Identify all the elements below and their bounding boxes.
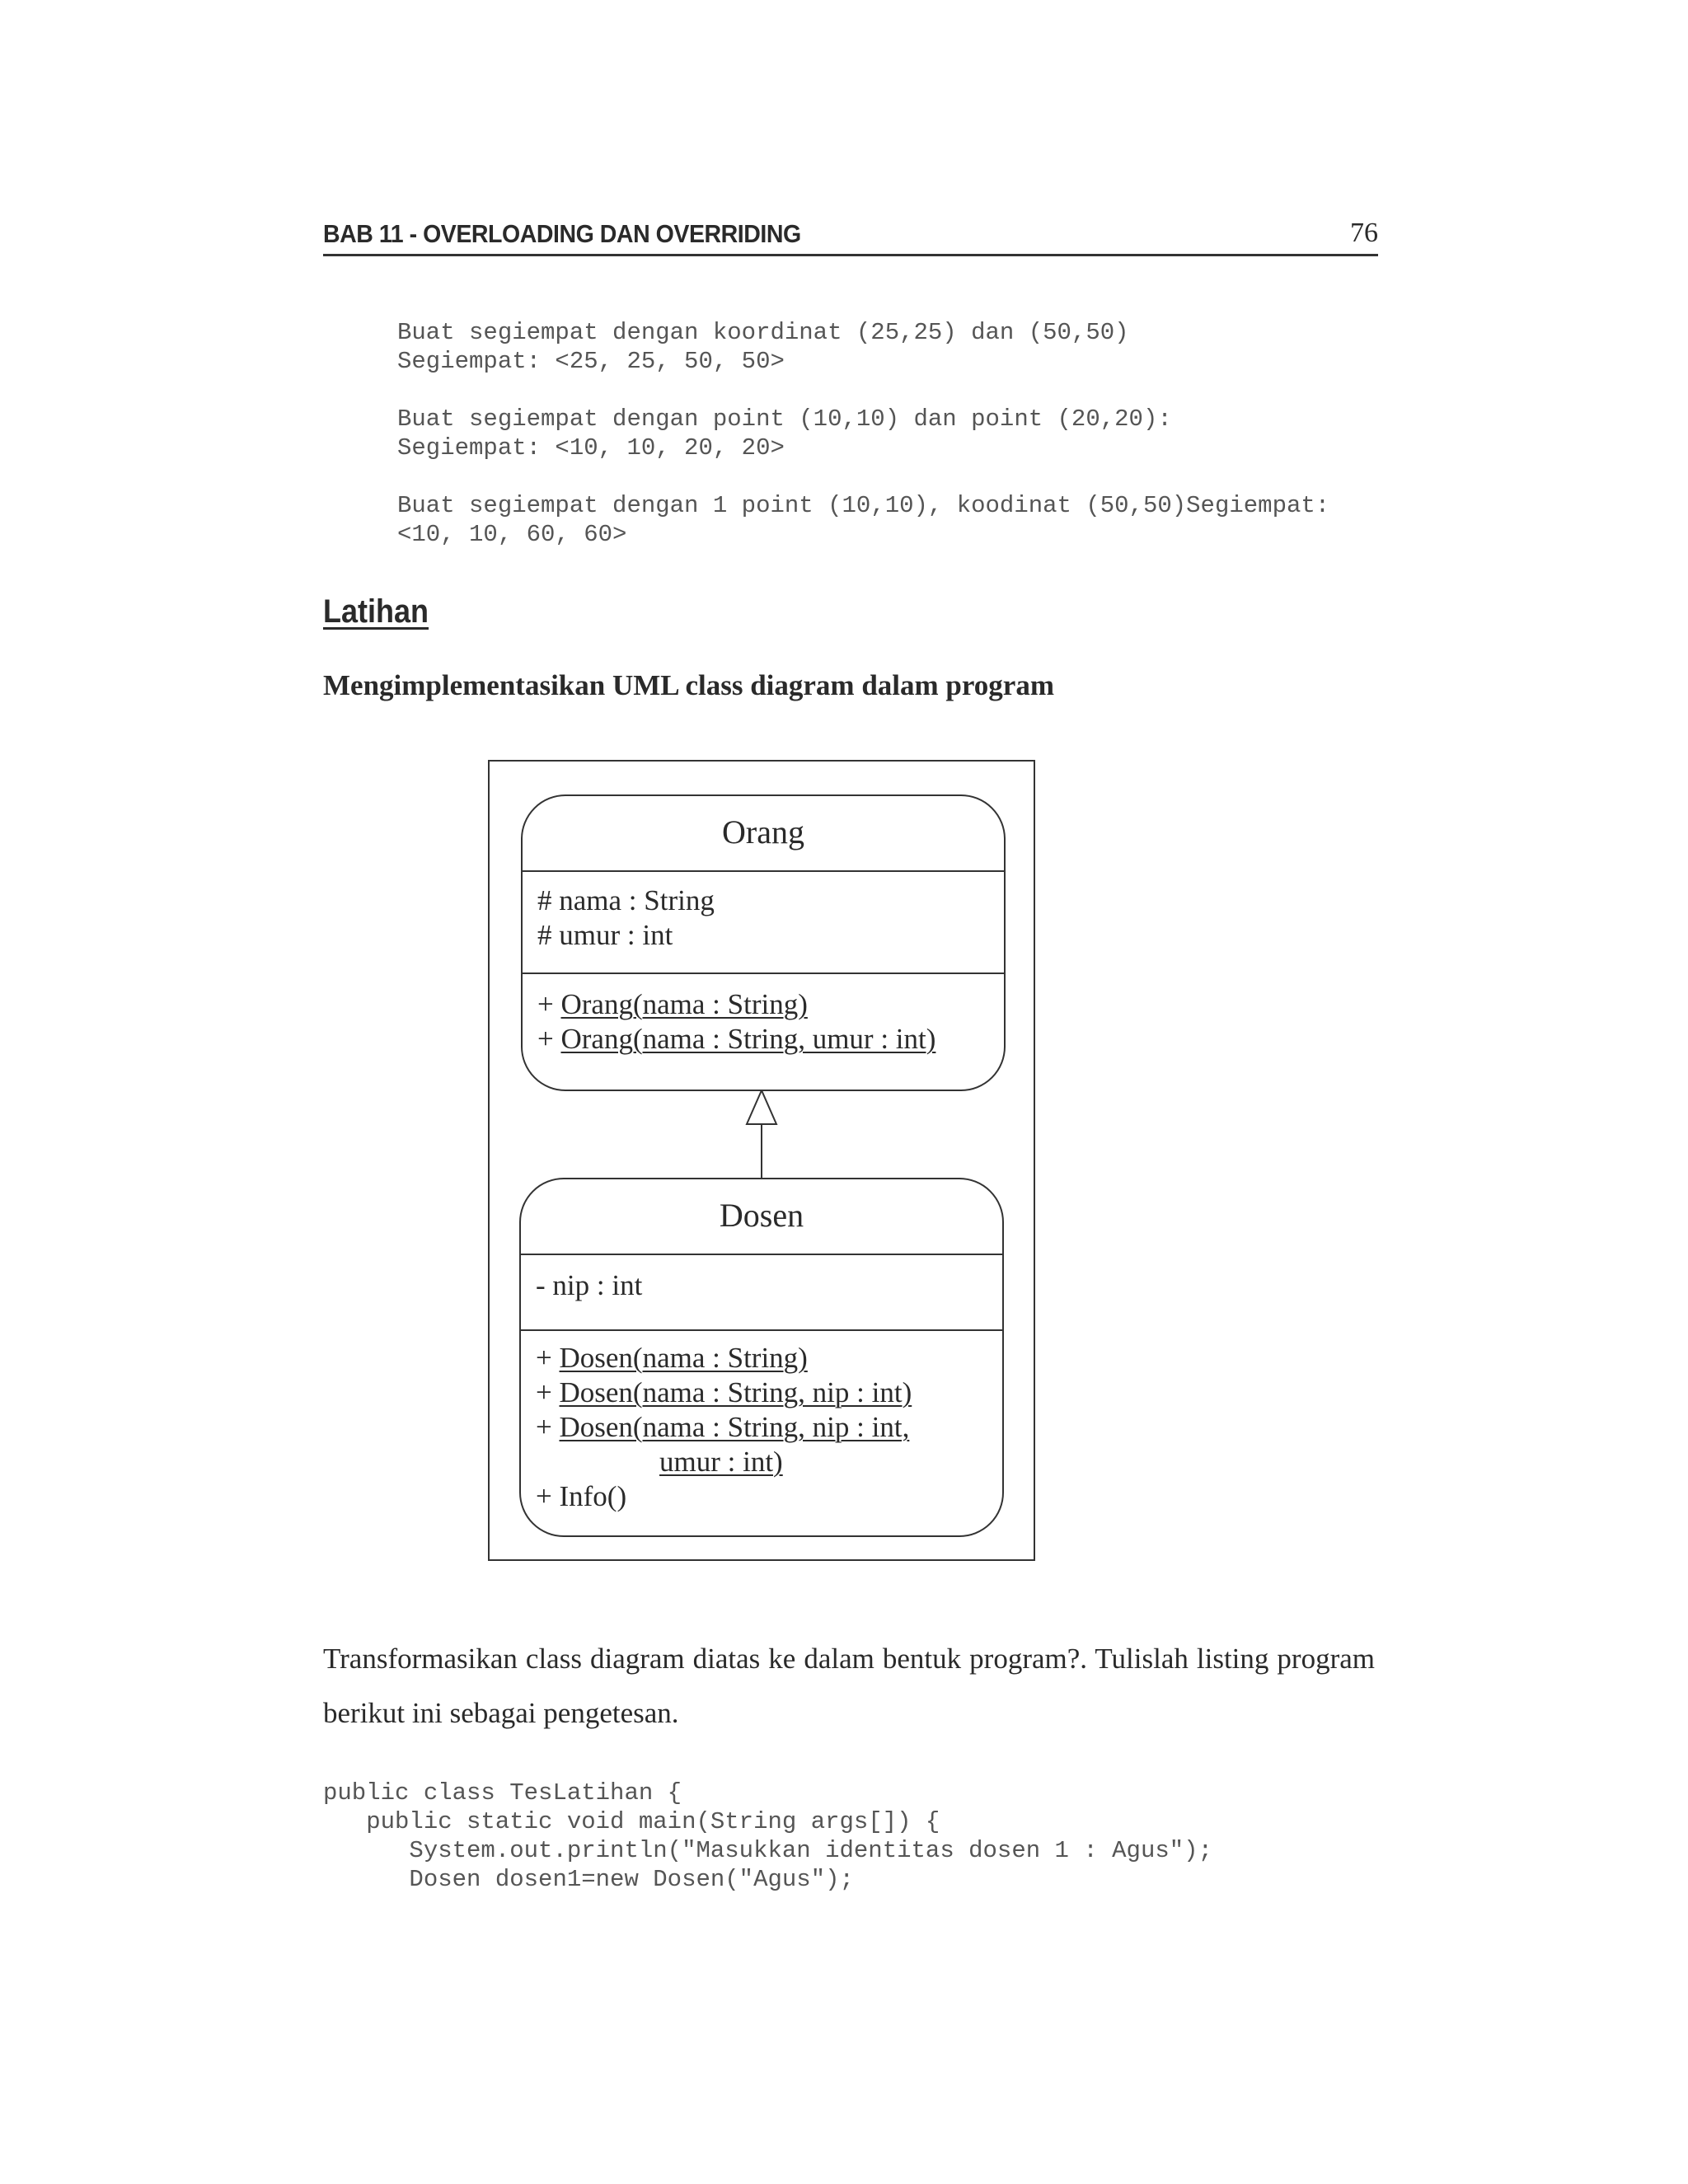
attribute: # umur : int [537, 919, 673, 951]
output-line: Segiempat: <10, 10, 20, 20> [397, 434, 785, 462]
attribute: - nip : int [536, 1269, 643, 1301]
method-visibility: + [537, 1023, 561, 1055]
output-line [397, 462, 1329, 491]
method-visibility: + [537, 988, 561, 1020]
class-divider [521, 1254, 1002, 1255]
instruction-paragraph: Transformasikan class diagram diatas ke dalam bentuk program?. Tulislah listing program berikut ini sebagai pengetesan. [323, 1643, 1375, 1729]
class-dosen [519, 1178, 1004, 1537]
class-divider [521, 1329, 1002, 1331]
method [536, 1410, 909, 1445]
class-divider [523, 972, 1004, 974]
method-visibility: + [536, 1376, 560, 1408]
code-line: Dosen dosen1=new Dosen("Agus"); [323, 1866, 854, 1893]
output-line: <10, 10, 60, 60> [397, 521, 627, 548]
method-signature: Dosen(nama : String) [559, 1342, 808, 1374]
section-title: Latihan [323, 593, 429, 630]
inheritance-arrowhead [747, 1090, 776, 1124]
method-signature: + Info() [536, 1480, 627, 1512]
code-line: public class TesLatihan { [323, 1779, 682, 1807]
class-divider [523, 870, 1004, 872]
program-output [397, 318, 1329, 549]
class-orang [521, 794, 1006, 1091]
attribute: # nama : String [537, 884, 715, 916]
output-line: Buat segiempat dengan koordinat (25,25) dan (50,50) [397, 319, 1129, 346]
method-continuation [659, 1445, 783, 1479]
method-signature: Dosen(nama : String, nip : int) [559, 1376, 912, 1408]
method-signature: Orang(nama : String, umur : int) [560, 1023, 936, 1055]
output-line: Segiempat: <25, 25, 50, 50> [397, 348, 785, 375]
method-visibility: + [536, 1342, 560, 1374]
output-line: Buat segiempat dengan 1 point (10,10), koodinat (50,50)Segiempat: [397, 492, 1330, 519]
method [536, 1376, 912, 1410]
method [536, 1341, 808, 1376]
method-signature: Dosen(nama : String, nip : int, [559, 1411, 910, 1443]
chapter-title: BAB 11 - OVERLOADING DAN OVERRIDING [323, 219, 801, 248]
page-header [323, 216, 1378, 256]
class-name: Dosen [719, 1197, 804, 1234]
method-visibility: + [536, 1411, 560, 1443]
method [536, 1479, 626, 1514]
code-listing [323, 1779, 1212, 1894]
code-line: public static void main(String args[]) { [323, 1808, 940, 1835]
class-name: Orang [722, 813, 804, 851]
method [537, 1022, 935, 1057]
page-number: 76 [1350, 218, 1378, 248]
method-signature: umur : int) [659, 1446, 783, 1478]
code-line: System.out.println("Masukkan identitas dosen 1 : Agus"); [323, 1837, 1212, 1864]
output-line: Buat segiempat dengan point (10,10) dan point (20,20): [397, 405, 1172, 433]
method [537, 987, 808, 1022]
uml-diagram [488, 760, 1035, 1561]
output-line [397, 376, 1329, 405]
subsection-title: Mengimplementasikan UML class diagram dalam program [323, 669, 1054, 701]
method-signature: Orang(nama : String) [560, 988, 808, 1020]
